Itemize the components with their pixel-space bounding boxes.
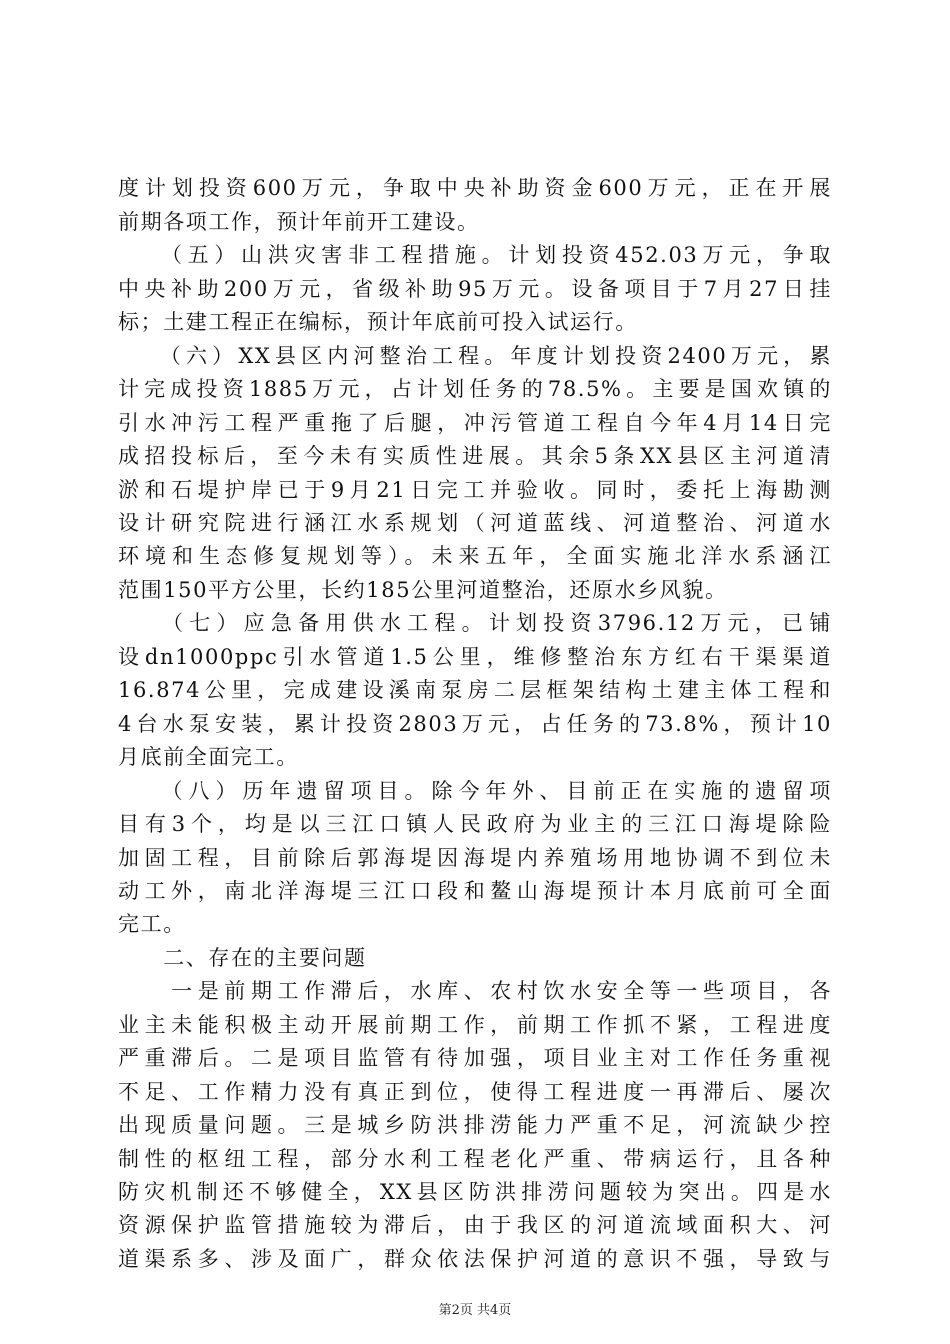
body-text-line: 一是前期工作滞后，水库、农村饮水安全等一些项目，各: [118, 979, 832, 1003]
body-text-line: 业主未能积极主动开展前期工作，前期工作抓不紧，工程进度: [118, 1013, 832, 1037]
body-text-line: 道渠系多、涉及面广，群众依法保护河道的意识不强，导致与: [118, 1247, 832, 1271]
body-text-line: 中央补助200万元，省级补助95万元。设备项目于7月27日挂: [118, 277, 832, 301]
body-text-line: （六）XX县区内河整治工程。年度计划投资2400万元，累: [118, 344, 832, 368]
body-text-line: 设dn1000ppc引水管道1.5公里，维修整治东方红右干渠渠道: [118, 645, 832, 669]
body-text-line: （五）山洪灾害非工程措施。计划投资452.03万元，争取: [118, 243, 832, 267]
body-text-line: 严重滞后。二是项目监管有待加强，项目业主对工作任务重视: [118, 1046, 832, 1070]
body-text-line: 加固工程，目前除后郭海堤因海堤内养殖场用地协调不到位未: [118, 846, 832, 870]
body-text-line: 引水冲污工程严重拖了后腿，冲污管道工程自今年4月14日完: [118, 411, 832, 435]
body-text-line: 淤和石堤护岸已于9月21日完工并验收。同时，委托上海勘测: [118, 478, 832, 502]
body-text-line: 环境和生态修复规划等）。未来五年，全面实施北洋水系涵江: [118, 544, 832, 568]
body-text-line: 前期各项工作，预计年前开工建设。: [118, 210, 480, 234]
body-text-line: 度计划投资600万元，争取中央补助资金600万元，正在开展: [118, 176, 832, 200]
body-text-line: 资源保护监管措施较为滞后，由于我区的河道流域面积大、河: [118, 1213, 832, 1237]
body-text-line: 目有3个，均是以三江口镇人民政府为业主的三江口海堤除险: [118, 812, 832, 836]
body-text-line: 出现质量问题。三是城乡防洪排涝能力严重不足，河流缺少控: [118, 1113, 832, 1137]
body-text-line: 完工。: [118, 912, 186, 936]
body-text-line: 计完成投资1885万元，占计划任务的78.5%。主要是国欢镇的: [118, 377, 832, 401]
body-text-line: 不足、工作精力没有真正到位，使得工程进度一再滞后、屡次: [118, 1080, 832, 1104]
body-text-line: 范围150平方公里，长约185公里河道整治，还原水乡风貌。: [118, 578, 728, 602]
body-text-line: 防灾机制还不够健全，XX县区防洪排涝问题较为突出。四是水: [118, 1180, 832, 1204]
body-text-line: 月底前全面完工。: [118, 745, 299, 769]
body-text-line: （八）历年遗留项目。除今年外、目前正在实施的遗留项: [118, 779, 832, 803]
body-text-line: 16.874公里，完成建设溪南泵房二层框架结构土建主体工程和: [118, 678, 832, 702]
body-text-line: 4台水泵安装，累计投资2803万元，占任务的73.8%，预计10: [118, 712, 832, 736]
body-text-line: 动工外，南北洋海堤三江口段和鳌山海堤预计本月底前可全面: [118, 879, 832, 903]
page-number-footer: 第2页 共4页: [438, 1303, 512, 1318]
body-text-line: 制性的枢纽工程，部分水利工程老化严重、带病运行，且各种: [118, 1147, 832, 1171]
body-text-line: 设计研究院进行涵江水系规划（河道蓝线、河道整治、河道水: [118, 511, 832, 535]
section-heading: 二、存在的主要问题: [118, 946, 367, 970]
body-text-line: （七）应急备用供水工程。计划投资3796.12万元，已铺: [118, 611, 832, 635]
body-text-line: 标；土建工程正在编标，预计年底前可投入试运行。: [118, 310, 638, 334]
body-text-line: 成招投标后，至今未有实质性进展。其余5条XX县区主河道清: [118, 444, 832, 468]
